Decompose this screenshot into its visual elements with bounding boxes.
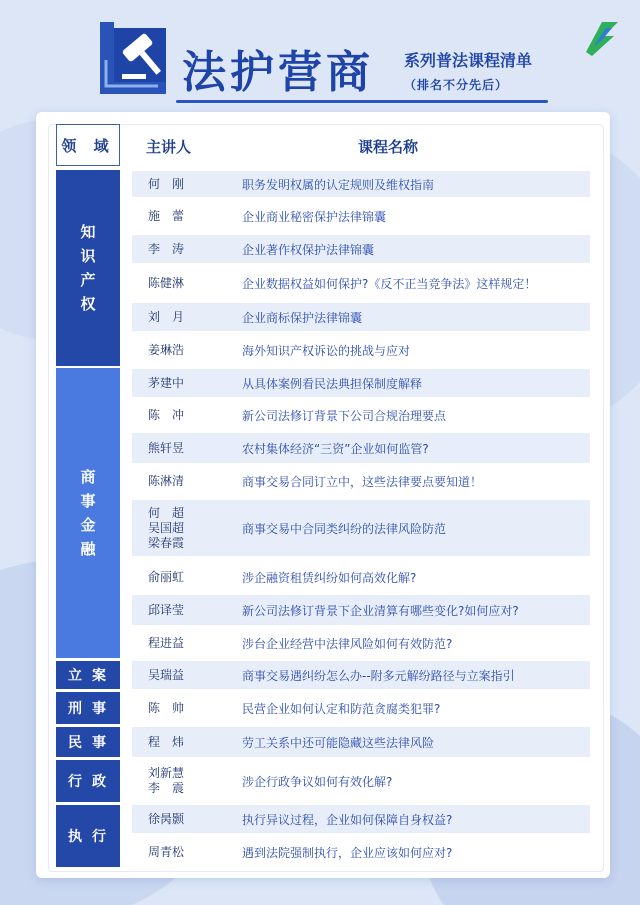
table-row (132, 369, 590, 397)
speaker-name: 熊轩昱 (148, 440, 185, 455)
course-title: 执行异议过程，企业如何保障自身权益? (242, 812, 453, 827)
table-row (132, 628, 590, 658)
field-label: 行政 (68, 774, 116, 790)
table-row (132, 837, 590, 867)
speaker-name: 程 炜 (148, 734, 185, 749)
field-label: 立案 (68, 668, 116, 684)
table-row (132, 692, 590, 724)
table-row (132, 335, 590, 365)
speaker-name: 吴瑞益 (148, 667, 185, 682)
field-block-ip (56, 170, 120, 366)
course-title: 企业商业秘密保护法律锦囊 (242, 209, 387, 224)
table-row (132, 303, 590, 331)
speaker-name: 陈健淋 (148, 275, 185, 290)
speaker-name: 陈淋清 (148, 473, 185, 488)
course-title: 企业商标保护法律锦囊 (242, 310, 363, 325)
speaker-name: 李 涛 (148, 241, 185, 256)
speaker-name: 程进益 (148, 635, 185, 650)
course-title: 涉台企业经营中法律风险如何有效防范? (242, 636, 453, 651)
course-title: 新公司法修订背景下企业清算有哪些变化?如何应对? (242, 603, 519, 618)
speaker-name: 刘新慧 李 震 (148, 766, 185, 795)
table-row (132, 201, 590, 231)
course-title: 商事交易合同订立中，这些法律要点要知道！ (242, 474, 483, 489)
table-row (132, 500, 590, 556)
table-row (132, 400, 590, 430)
table-row (132, 466, 590, 496)
column-header-field: 领 域 (56, 124, 120, 166)
column-header-course: 课程名称 (358, 138, 419, 156)
course-title: 涉企行政争议如何有效化解? (242, 774, 393, 789)
table-row (132, 727, 590, 757)
table-row (132, 171, 590, 197)
field-block-criminal (56, 692, 120, 724)
field-label: 执行 (68, 829, 116, 845)
title-underline (176, 100, 548, 103)
speaker-name: 何 超 吴国超 梁春霞 (148, 505, 185, 550)
speaker-name: 陈 帅 (148, 700, 185, 715)
speaker-name: 施 蕾 (148, 208, 185, 223)
table-row (132, 595, 590, 625)
table-row (132, 805, 590, 833)
course-title: 企业数据权益如何保护?《反不正当竞争法》这样规定！ (242, 276, 537, 291)
field-block-civil (56, 727, 120, 757)
speaker-name: 陈 冲 (148, 407, 185, 422)
table-row (132, 562, 590, 592)
course-title: 农村集体经济“三资”企业如何监管? (242, 441, 429, 456)
page-title: 法护营商 (182, 47, 374, 98)
speaker-name: 何 刚 (148, 176, 185, 191)
page-subtitle: 系列普法课程清单 (404, 51, 533, 70)
column-header-speaker: 主讲人 (146, 138, 192, 156)
speaker-name: 邱译莹 (148, 602, 185, 617)
course-title: 民营企业如何认定和防范贪腐类犯罪? (242, 701, 441, 716)
course-title: 涉企融资租赁纠纷如何高效化解? (242, 570, 417, 585)
course-title: 海外知识产权诉讼的挑战与应对 (242, 343, 411, 358)
table-row (132, 661, 590, 689)
table-row (132, 760, 590, 802)
course-title: 商事交易中合同类纠纷的法律风险防范 (242, 521, 447, 536)
course-title: 从具体案例看民法典担保制度解释 (242, 376, 423, 391)
table-row (132, 433, 590, 463)
table-row (132, 267, 590, 299)
course-title: 商事交易遇纠纷怎么办--附多元解纷路径与立案指引 (242, 668, 515, 683)
gavel-logo-icon (96, 20, 172, 98)
field-label: 刑事 (68, 701, 116, 717)
field-label: 民事 (68, 735, 116, 751)
table-row (132, 235, 590, 263)
speaker-name: 姜琳浩 (148, 342, 185, 357)
field-label: 知识产权 (80, 223, 96, 313)
speaker-name: 徐昺颢 (148, 811, 185, 826)
course-title: 职务发明权属的认定规则及维权指南 (242, 177, 435, 192)
field-block-enforcement (56, 805, 120, 867)
course-title: 企业著作权保护法律锦囊 (242, 242, 375, 257)
field-label: 商事金融 (80, 468, 96, 558)
speaker-name: 茅建中 (148, 375, 185, 390)
speaker-name: 周青松 (148, 844, 185, 859)
field-block-commercial (56, 368, 120, 658)
speaker-name: 刘 月 (148, 309, 185, 324)
field-block-filing (56, 661, 120, 689)
page-note: （排名不分先后） (404, 78, 509, 92)
course-title: 遇到法院强制执行，企业应该如何应对? (242, 845, 453, 860)
course-title: 新公司法修订背景下公司合规治理要点 (242, 408, 447, 423)
speaker-name: 俞丽虹 (148, 569, 185, 584)
field-block-administrative (56, 760, 120, 802)
course-title: 劳工关系中还可能隐藏这些法律风险 (242, 735, 435, 750)
brand-corner-logo-icon (580, 18, 624, 58)
